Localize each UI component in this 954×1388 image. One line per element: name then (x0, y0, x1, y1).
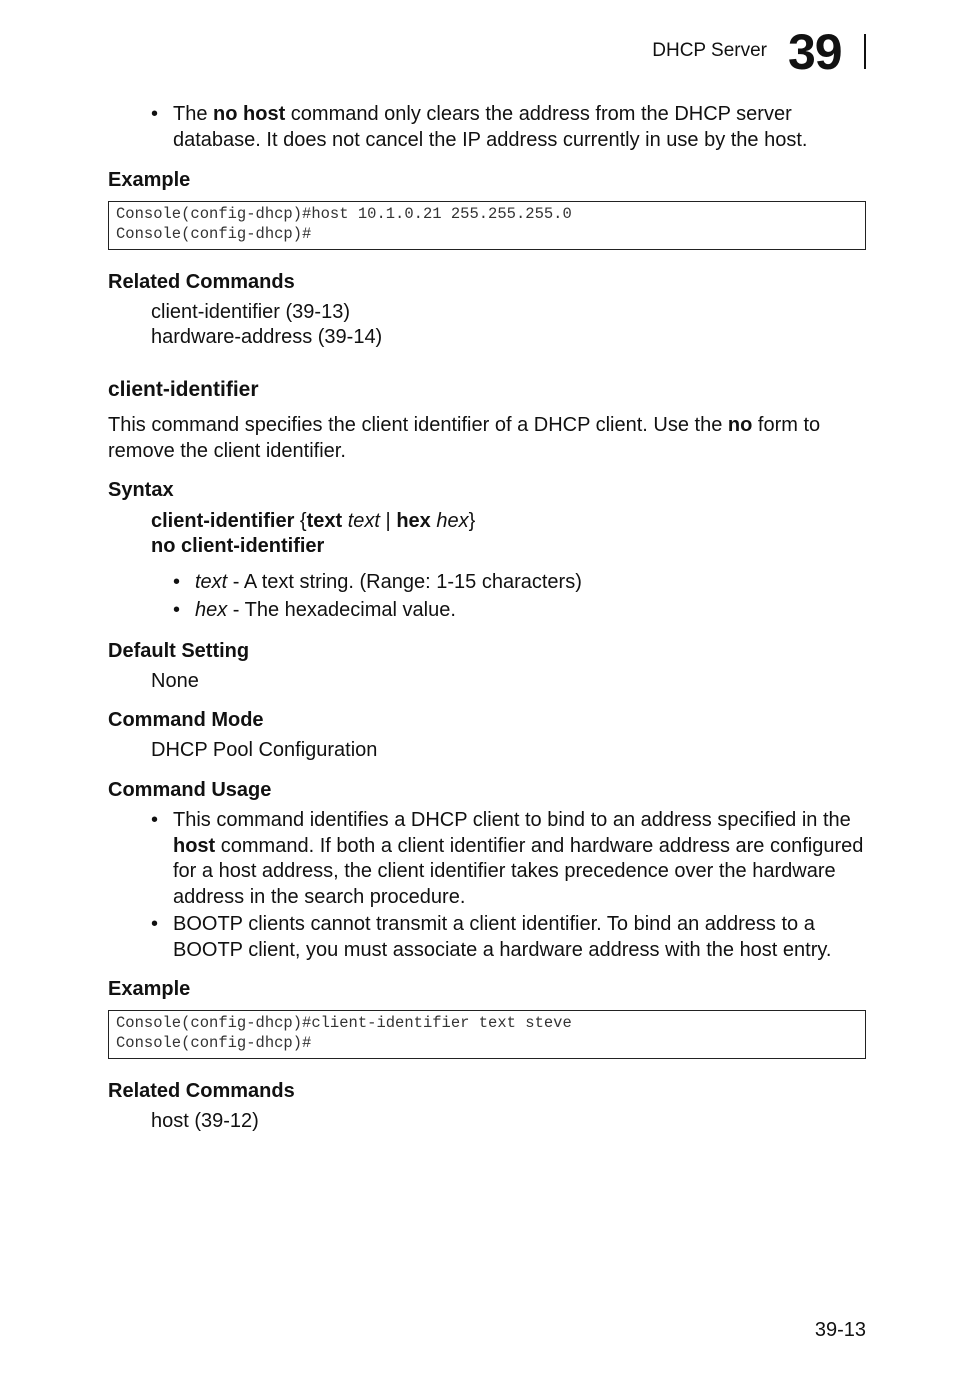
related-command-link[interactable]: hardware-address (39-14) (151, 326, 383, 348)
page-number: 39-13 (814, 1319, 866, 1341)
list-item (151, 808, 871, 910)
bullet-text: text - A text string. (Range: 1-15 characters) (195, 571, 582, 593)
code-line: Console(config-dhcp)# (116, 224, 312, 243)
bullet-glyph: • (173, 571, 181, 593)
section-title: client-identifier (108, 378, 259, 401)
code-example (108, 201, 866, 250)
related-command-link[interactable]: host (39-12) (151, 1110, 259, 1132)
code-line: Console(config-dhcp)#client-identifier text steve (116, 1014, 572, 1032)
syntax-heading: Syntax (108, 479, 174, 501)
section-description: This command specifies the client identifier of a DHCP client. Use the no form to remove the client identifier. (108, 414, 821, 462)
syntax-no-form: no client-identifier (151, 535, 325, 557)
syntax-line: client-identifier {text text | hex hex} (151, 510, 476, 532)
chapter-rule (864, 34, 866, 69)
code-line: Console(config-dhcp)# (116, 1033, 312, 1052)
example-heading: Example (108, 978, 191, 1000)
chapter-number: 39 (788, 24, 842, 80)
list-item (151, 912, 871, 963)
bullet-text: This command identifies a DHCP client to bind to an address specified in the host command. If both a client identifier and hardware address are configured for a host address, the client identifier takes precedence over the hardware address in the search procedure. (173, 809, 864, 908)
code-line: Console(config-dhcp)#host 10.1.0.21 255.255.255.0 (116, 205, 572, 223)
command-mode-heading: Command Mode (108, 709, 264, 731)
list-item (173, 598, 773, 624)
running-header-title: DHCP Server (652, 40, 767, 61)
related-commands-heading: Related Commands (108, 1080, 295, 1102)
related-command-link[interactable]: client-identifier (39-13) (151, 301, 350, 323)
default-setting-value: None (151, 670, 199, 692)
bullet-glyph: • (151, 809, 159, 831)
bullet-glyph: • (151, 913, 159, 935)
code-example (108, 1010, 866, 1059)
bullet-text: BOOTP clients cannot transmit a client identifier. To bind an address to a BOOTP client, you must associate a hardware address with the host entry. (173, 913, 832, 961)
list-item (173, 570, 773, 596)
list-item (151, 102, 871, 153)
bullet-glyph: • (151, 103, 159, 125)
bullet-text: The no host command only clears the address from the DHCP server database. It does not cancel the IP address currently in use by the host. (173, 103, 808, 151)
bullet-text: hex - The hexadecimal value. (195, 599, 456, 621)
example-heading: Example (108, 169, 191, 191)
related-commands-heading: Related Commands (108, 271, 295, 293)
bullet-glyph: • (173, 599, 181, 621)
command-mode-value: DHCP Pool Configuration (151, 739, 378, 761)
default-setting-heading: Default Setting (108, 640, 250, 662)
command-usage-heading: Command Usage (108, 779, 272, 801)
